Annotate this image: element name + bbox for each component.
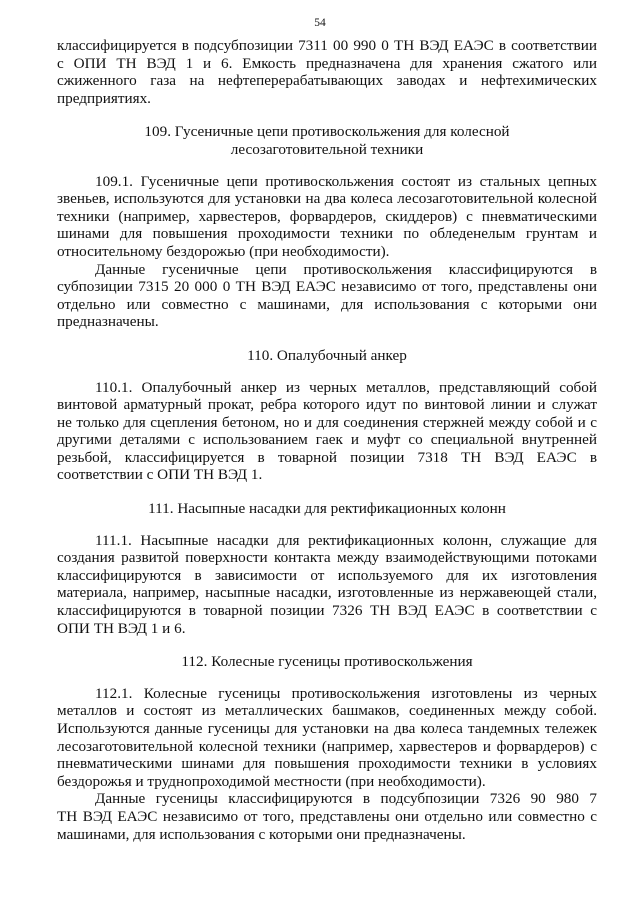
heading-line: 111. Насыпные насадки для ректификационных колонн bbox=[148, 500, 506, 518]
section-112-paragraph-1 bbox=[57, 685, 597, 791]
section-109-paragraph-2 bbox=[57, 261, 597, 331]
text-line: ТН ВЭД ЕАЭС независимо от того, представлены они отдельно или совместно с bbox=[57, 807, 597, 825]
heading-line: 110. Опалубочный анкер bbox=[247, 346, 407, 364]
section-112-paragraph-2 bbox=[57, 790, 597, 843]
text-line: соответствии с ОПИ ТН ВЭД 1. bbox=[57, 466, 263, 484]
text-line: Используются данные гусеницы для установки на два колеса тандемных тележек bbox=[57, 720, 597, 737]
text-line: другими деталями с использованием гаек и муфт со специальной внутренней bbox=[57, 431, 597, 449]
section-109-heading bbox=[57, 123, 597, 158]
text-line: субпозиции 7315 20 000 0 ТН ВЭД ЕАЭС независимо от того, представлены они bbox=[57, 278, 597, 296]
section-110-paragraph-1 bbox=[57, 379, 597, 485]
section-111-paragraph-1 bbox=[57, 532, 597, 638]
document-body bbox=[57, 37, 597, 843]
text-line: отдельно или совместно с машинами, для использования с которыми они bbox=[57, 295, 597, 313]
text-line: предназначены. bbox=[57, 313, 159, 331]
section-109-paragraph-1 bbox=[57, 173, 597, 261]
text-line: Данные гусеницы классифицируются в подсубпозиции 7326 90 980 7 bbox=[95, 790, 597, 808]
text-line: 109.1. Гусеничные цепи противоскольжения состоят из стальных цепных bbox=[95, 172, 597, 190]
text-line: предприятиях. bbox=[57, 89, 151, 107]
section-111-heading bbox=[57, 500, 597, 518]
text-line: резьбой, классифицируется в товарной позиции 7318 ТН ВЭД ЕАЭС в bbox=[57, 448, 597, 466]
text-line: 111.1. Насыпные насадки для ректификационных колонн, служащие для bbox=[95, 531, 597, 549]
text-line: металлов и состоят из металлических башмаков, соединенных между собой. bbox=[57, 702, 597, 720]
heading-line: 109. Гусеничные цепи противоскольжения для колесной bbox=[144, 123, 510, 141]
text-line: с ОПИ ТН ВЭД 1 и 6. Емкость предназначена для хранения сжатого или bbox=[57, 54, 597, 72]
text-line: классифицируются в товарной позиции 7326 ТН ВЭД ЕАЭС в соответствии с bbox=[57, 602, 597, 620]
intro-paragraph bbox=[57, 37, 597, 107]
text-line: сжиженного газа на нефтеперерабатывающих заводах и нефтехимических bbox=[57, 72, 597, 90]
text-line: Данные гусеничные цепи противоскольжения классифицируются в bbox=[95, 260, 597, 278]
heading-line: 112. Колесные гусеницы противоскольжения bbox=[181, 653, 473, 671]
section-112-heading bbox=[57, 653, 597, 671]
text-line: техники (например, харвестеров, форвардеров, скиддеров) с пневматическими bbox=[57, 207, 597, 225]
page-number: 54 bbox=[314, 17, 326, 29]
text-line: лесозаготовительной колесной техники (например, харвестеров и форвардеров) с bbox=[57, 737, 597, 755]
text-line: материала, например, насыпные насадки, изготовленные из нержавеющей стали, bbox=[57, 584, 597, 602]
text-line: пневматическими шинами для повышения проходимости техники в условиях bbox=[57, 755, 597, 773]
section-110-heading bbox=[57, 347, 597, 365]
text-line: ОПИ ТН ВЭД 1 и 6. bbox=[57, 619, 186, 637]
text-line: шинами для повышения проходимости техники по обледенелым грунтам и bbox=[57, 225, 597, 243]
text-line: создания развитой поверхности контакта между взаимодействующими потоками bbox=[57, 549, 597, 567]
heading-line: лесозаготовительной техники bbox=[230, 140, 424, 158]
text-line: классифицируются в зависимости от используемого для их изготовления bbox=[57, 566, 597, 584]
text-line: 110.1. Опалубочный анкер из черных металлов, представляющий собой bbox=[95, 378, 597, 396]
text-line: машинами, для использования с которыми они предназначены. bbox=[57, 825, 466, 843]
text-line: бездорожья и труднопроходимой местности (при необходимости). bbox=[57, 772, 486, 790]
text-line: относительному бездорожью (при необходимости). bbox=[57, 242, 390, 260]
text-line: классифицируется в подсубпозиции 7311 00 990 0 ТН ВЭД ЕАЭС в соответствии bbox=[57, 37, 597, 54]
text-line: звеньев, используются для установки на два колеса лесозаготовительной колесной bbox=[57, 190, 597, 208]
text-line: винтовой арматурный прокат, ребра которого идут по винтовой линии и служат bbox=[57, 396, 597, 414]
text-line: 112.1. Колесные гусеницы противоскольжения изготовлены из черных bbox=[95, 684, 597, 702]
text-line: не только для сцепления бетоном, но и для соединения стержней между собой и с bbox=[57, 413, 597, 431]
